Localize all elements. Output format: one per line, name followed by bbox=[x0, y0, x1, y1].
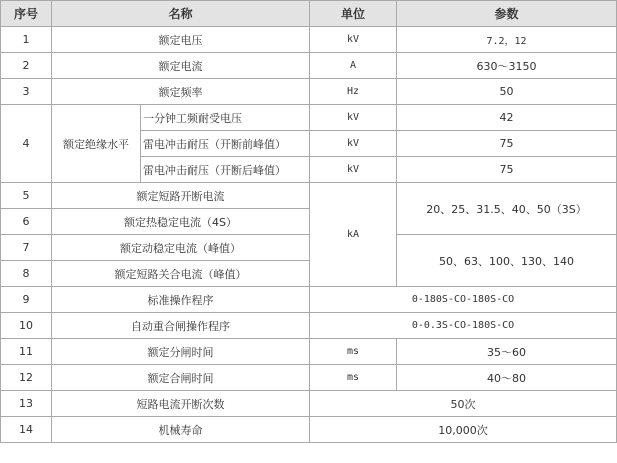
row-value: 50 bbox=[397, 79, 617, 105]
table-row bbox=[1, 235, 617, 261]
row-no: 13 bbox=[1, 391, 52, 417]
row-value: 7.2，12 bbox=[397, 27, 617, 53]
table-row bbox=[1, 183, 617, 209]
row-name: 额定频率 bbox=[52, 79, 310, 105]
row-name: 额定合闸时间 bbox=[52, 365, 310, 391]
row-no: 9 bbox=[1, 287, 52, 313]
table-row bbox=[1, 27, 617, 53]
row-value-merged: 20、25、31.5、40、50（3S） bbox=[397, 183, 617, 235]
sub-row-value: 42 bbox=[397, 105, 617, 131]
row-value-wide: 50次 bbox=[310, 391, 617, 417]
row-no: 5 bbox=[1, 183, 52, 209]
row-no: 2 bbox=[1, 53, 52, 79]
sub-row-name: 一分钟工频耐受电压 bbox=[141, 105, 310, 131]
row-name: 额定电流 bbox=[52, 53, 310, 79]
row-name: 额定短路开断电流 bbox=[52, 183, 310, 209]
row-unit: kV bbox=[310, 27, 397, 53]
table-row bbox=[1, 365, 617, 391]
table-row bbox=[1, 313, 617, 339]
row-no: 6 bbox=[1, 209, 52, 235]
row-name: 额定热稳定电流（4S） bbox=[52, 209, 310, 235]
sub-row-name: 雷电冲击耐压（开断前峰值） bbox=[141, 131, 310, 157]
row-name: 额定动稳定电流（峰值） bbox=[52, 235, 310, 261]
header-value: 参数 bbox=[397, 1, 617, 27]
row-no: 12 bbox=[1, 365, 52, 391]
table-row bbox=[1, 53, 617, 79]
row-name: 额定分闸时间 bbox=[52, 339, 310, 365]
row-name: 机械寿命 bbox=[52, 417, 310, 443]
row-name: 额定电压 bbox=[52, 27, 310, 53]
row-value: 35～60 bbox=[397, 339, 617, 365]
row-no: 4 bbox=[1, 105, 52, 183]
row-name: 短路电流开断次数 bbox=[52, 391, 310, 417]
row-unit-merged: kA bbox=[310, 183, 397, 287]
row-unit: A bbox=[310, 53, 397, 79]
header-row bbox=[1, 1, 617, 27]
row-value: 40～80 bbox=[397, 365, 617, 391]
header-no: 序号 bbox=[1, 1, 52, 27]
table-row bbox=[1, 79, 617, 105]
row-no: 1 bbox=[1, 27, 52, 53]
row-value: 630～3150 bbox=[397, 53, 617, 79]
row-unit: ms bbox=[310, 339, 397, 365]
row-value-wide: 0-180S-CO-180S-CO bbox=[310, 287, 617, 313]
row-value-merged: 50、63、100、130、140 bbox=[397, 235, 617, 287]
table-row bbox=[1, 339, 617, 365]
row-name: 自动重合闸操作程序 bbox=[52, 313, 310, 339]
sub-row-value: 75 bbox=[397, 157, 617, 183]
row-no: 3 bbox=[1, 79, 52, 105]
header-name: 名称 bbox=[52, 1, 310, 27]
row-unit: Hz bbox=[310, 79, 397, 105]
row-name: 额定短路关合电流（峰值） bbox=[52, 261, 310, 287]
sub-row-name: 雷电冲击耐压（开断后峰值） bbox=[141, 157, 310, 183]
header-unit: 单位 bbox=[310, 1, 397, 27]
row-value-wide: 10,000次 bbox=[310, 417, 617, 443]
row-no: 10 bbox=[1, 313, 52, 339]
row-no: 7 bbox=[1, 235, 52, 261]
row-no: 8 bbox=[1, 261, 52, 287]
row-name: 标准操作程序 bbox=[52, 287, 310, 313]
table-row bbox=[1, 417, 617, 443]
row-group-name: 额定绝缘水平 bbox=[52, 105, 141, 183]
table-row bbox=[1, 391, 617, 417]
row-no: 14 bbox=[1, 417, 52, 443]
sub-row-value: 75 bbox=[397, 131, 617, 157]
sub-row-unit: kV bbox=[310, 105, 397, 131]
row-unit: ms bbox=[310, 365, 397, 391]
row-no: 11 bbox=[1, 339, 52, 365]
table-row bbox=[1, 105, 617, 131]
sub-row-unit: kV bbox=[310, 131, 397, 157]
sub-row-unit: kV bbox=[310, 157, 397, 183]
table-row bbox=[1, 287, 617, 313]
row-value-wide: 0-0.3S-CO-180S-CO bbox=[310, 313, 617, 339]
